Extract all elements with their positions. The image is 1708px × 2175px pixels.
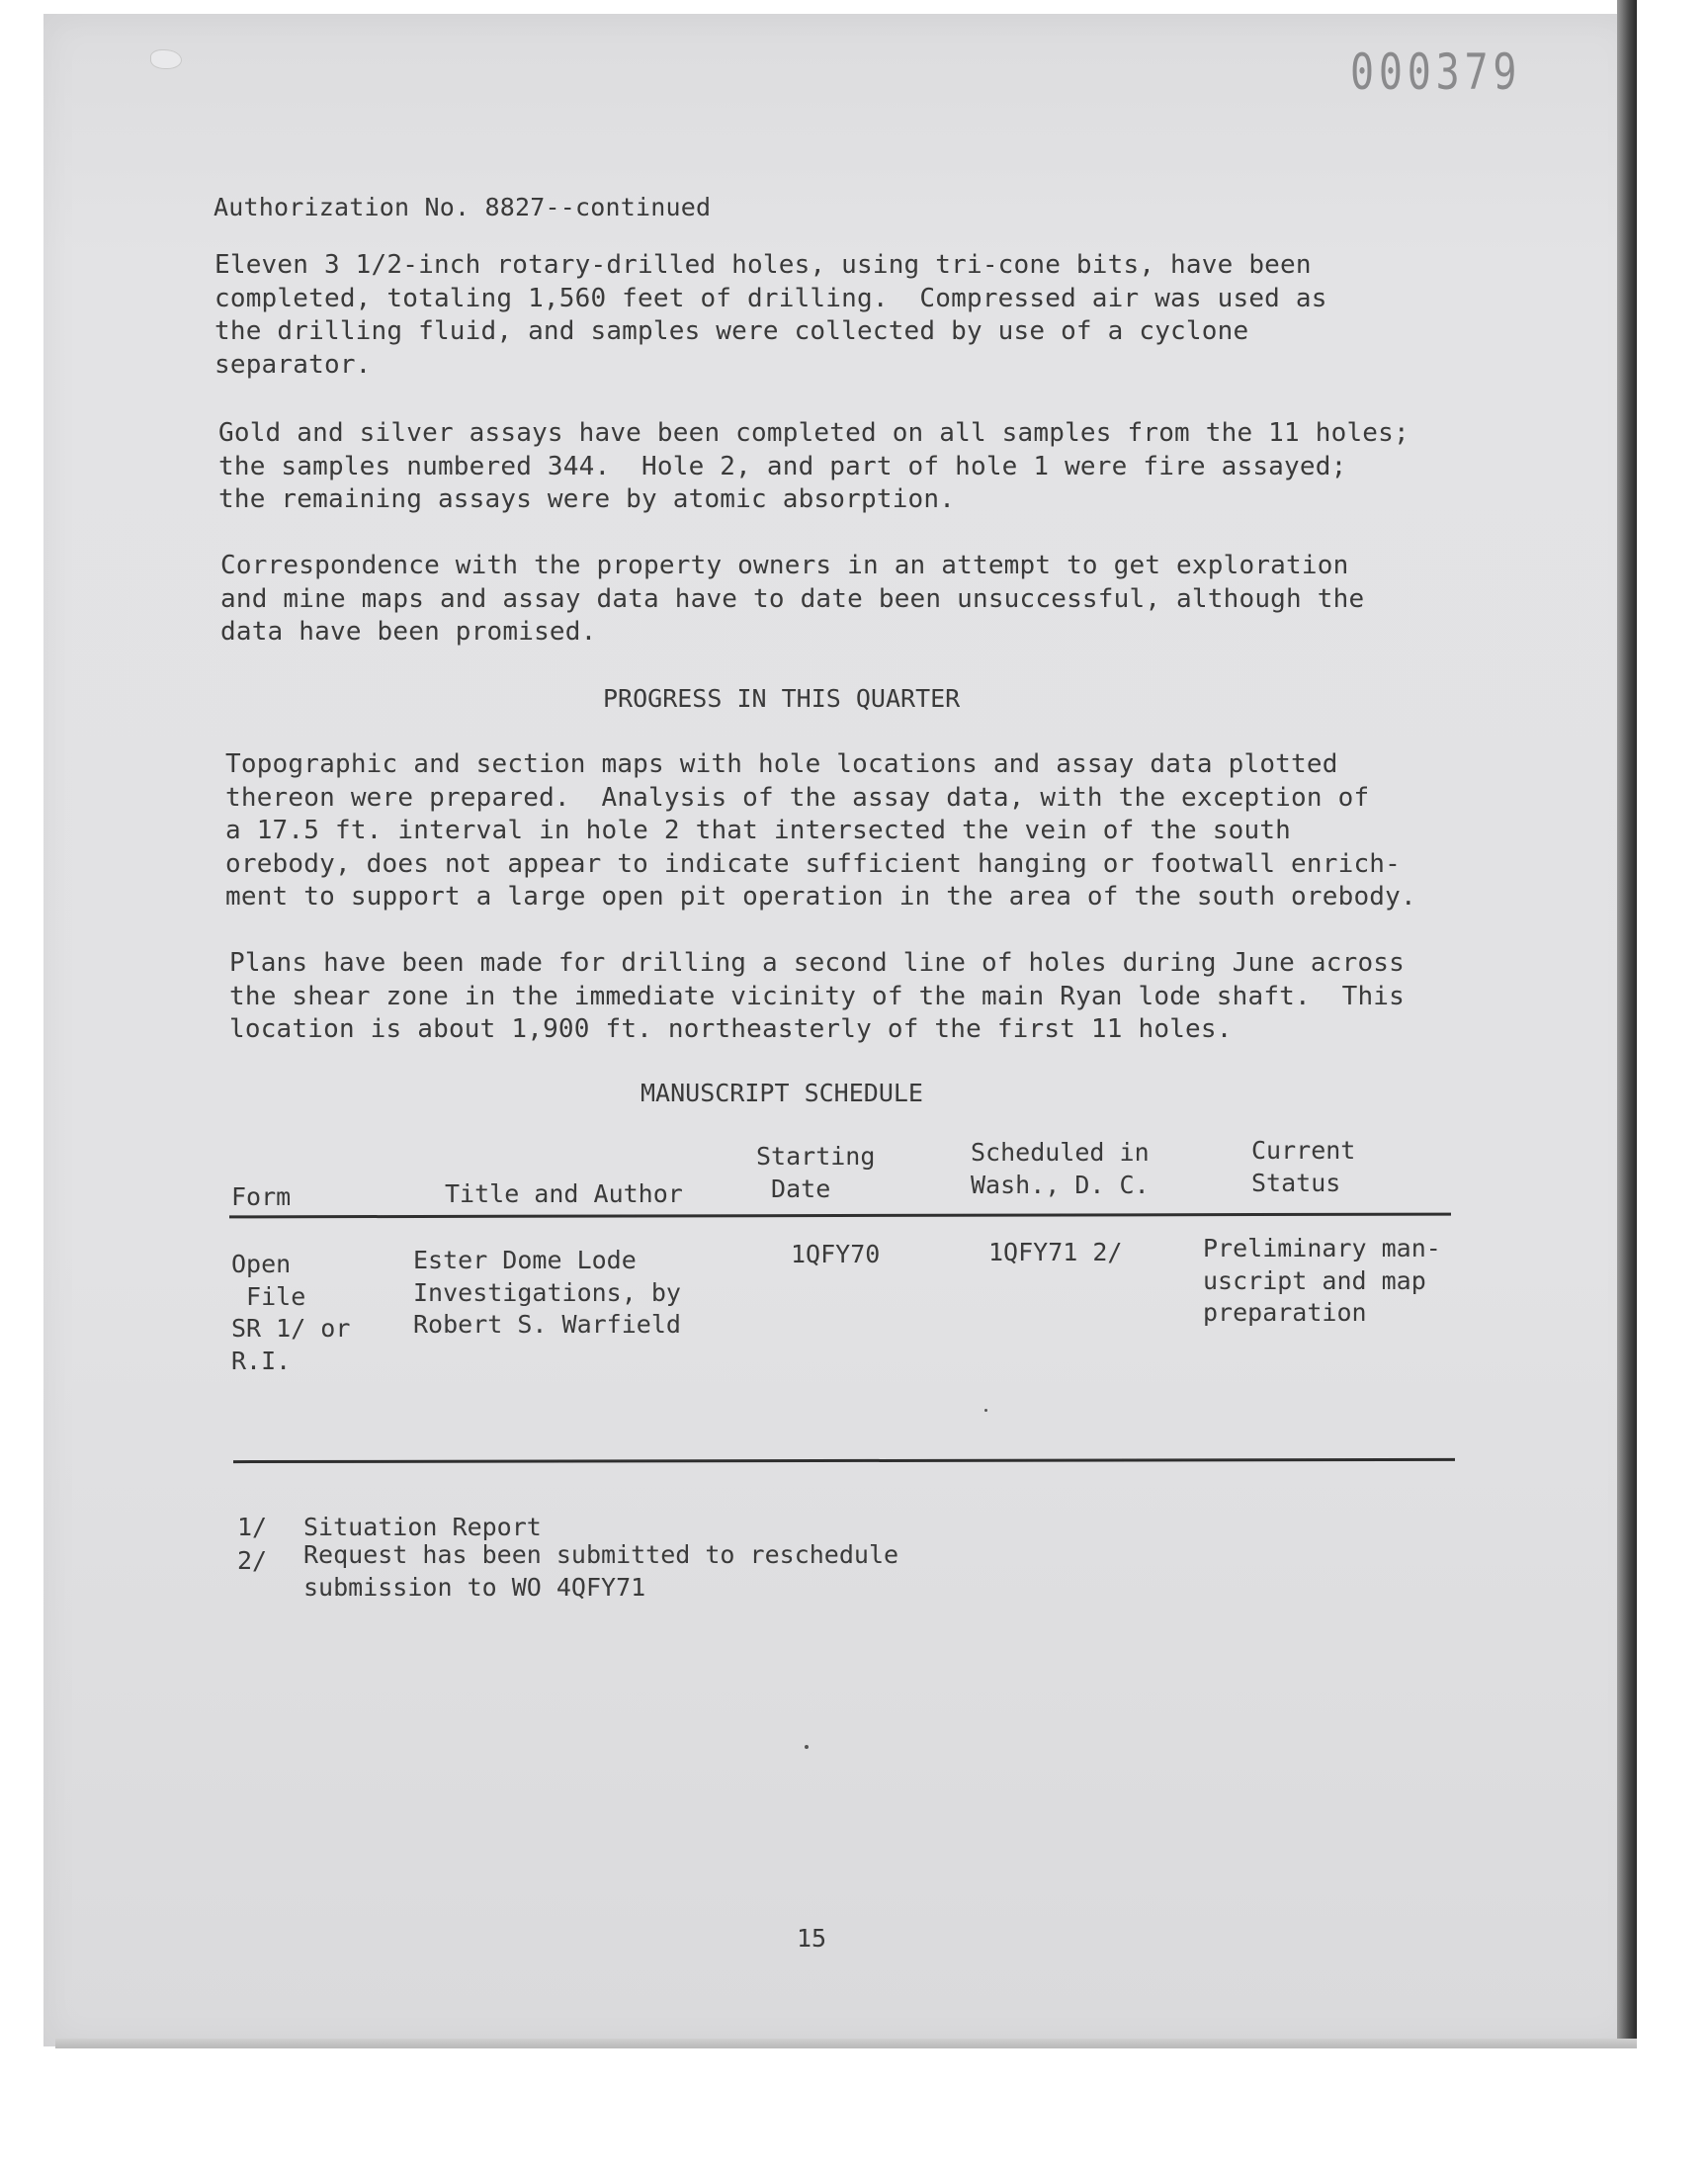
page-shadow-edge — [1617, 0, 1637, 2046]
column-header-form: Form — [231, 1182, 292, 1211]
paragraph-plans: Plans have been made for drilling a second line of holes during June across the shear zone in the immediate vicinity of the main Ryan lode shaft. This location is about 1,900 ft. northeasterly of the first 11 holes. — [229, 948, 1405, 1044]
scan-smudge — [150, 49, 182, 69]
page-number: 15 — [797, 1924, 827, 1953]
section-title-progress: PROGRESS IN THIS QUARTER — [603, 684, 961, 713]
column-header-starting-date: Starting Date — [756, 1142, 876, 1203]
column-header-scheduled: Scheduled in Wash., D. C. — [971, 1138, 1150, 1199]
row-form: Open File SR 1/ or R.I. — [231, 1250, 351, 1375]
page-bottom-edge — [55, 2039, 1637, 2048]
column-header-title-author: Title and Author — [445, 1179, 683, 1208]
row-title-author: Ester Dome Lode Investigations, by Robert S. Warfield — [413, 1246, 681, 1339]
paragraph-correspondence: Correspondence with the property owners in an attempt to get exploration and mine maps and assay data have to date been unsuccessful, although the data have been promised. — [220, 551, 1365, 647]
footnote-mark-2: 2/ — [237, 1546, 268, 1575]
row-starting-date: 1QFY70 — [791, 1240, 881, 1268]
paragraph-topographic: Topographic and section maps with hole locations and assay data plotted thereon were prepared. Analysis of the assay data, with the exception of a 17.5 ft. interval in hole 2 that intersected the vein of the south orebody, does not appear to indicate sufficient hanging or footwall enrich- ment to support a large open pit operation in the area of the south orebody. — [225, 749, 1416, 912]
paragraph-drilling: Eleven 3 1/2-inch rotary-drilled holes, using tri-cone bits, have been completed, totaling 1,560 feet of drilling. Compressed air was used as the drilling fluid, and samples were collected by use of a cyclone separator. — [214, 250, 1327, 380]
scan-speck — [984, 1409, 987, 1412]
schedule-title: MANUSCRIPT SCHEDULE — [640, 1079, 923, 1107]
footnote-text-2: Request has been submitted to reschedule submission to WO 4QFY71 — [303, 1540, 899, 1602]
column-header-status: Current Status — [1251, 1136, 1356, 1197]
authorization-heading: Authorization No. 8827--continued — [214, 193, 712, 221]
paragraph-assays: Gold and silver assays have been completed on all samples from the 11 holes; the samples numbered 344. Hole 2, and part of hole 1 were fire assayed; the remaining assays were by atomic absorption. — [218, 418, 1409, 514]
stamp-number: 000379 — [1350, 44, 1522, 101]
row-status: Preliminary man- uscript and map preparation — [1203, 1234, 1441, 1327]
footnote-mark-1: 1/ — [237, 1513, 268, 1541]
footnote-text-1: Situation Report — [303, 1513, 542, 1541]
row-scheduled: 1QFY71 2/ — [988, 1238, 1123, 1266]
scan-speck — [805, 1745, 809, 1749]
